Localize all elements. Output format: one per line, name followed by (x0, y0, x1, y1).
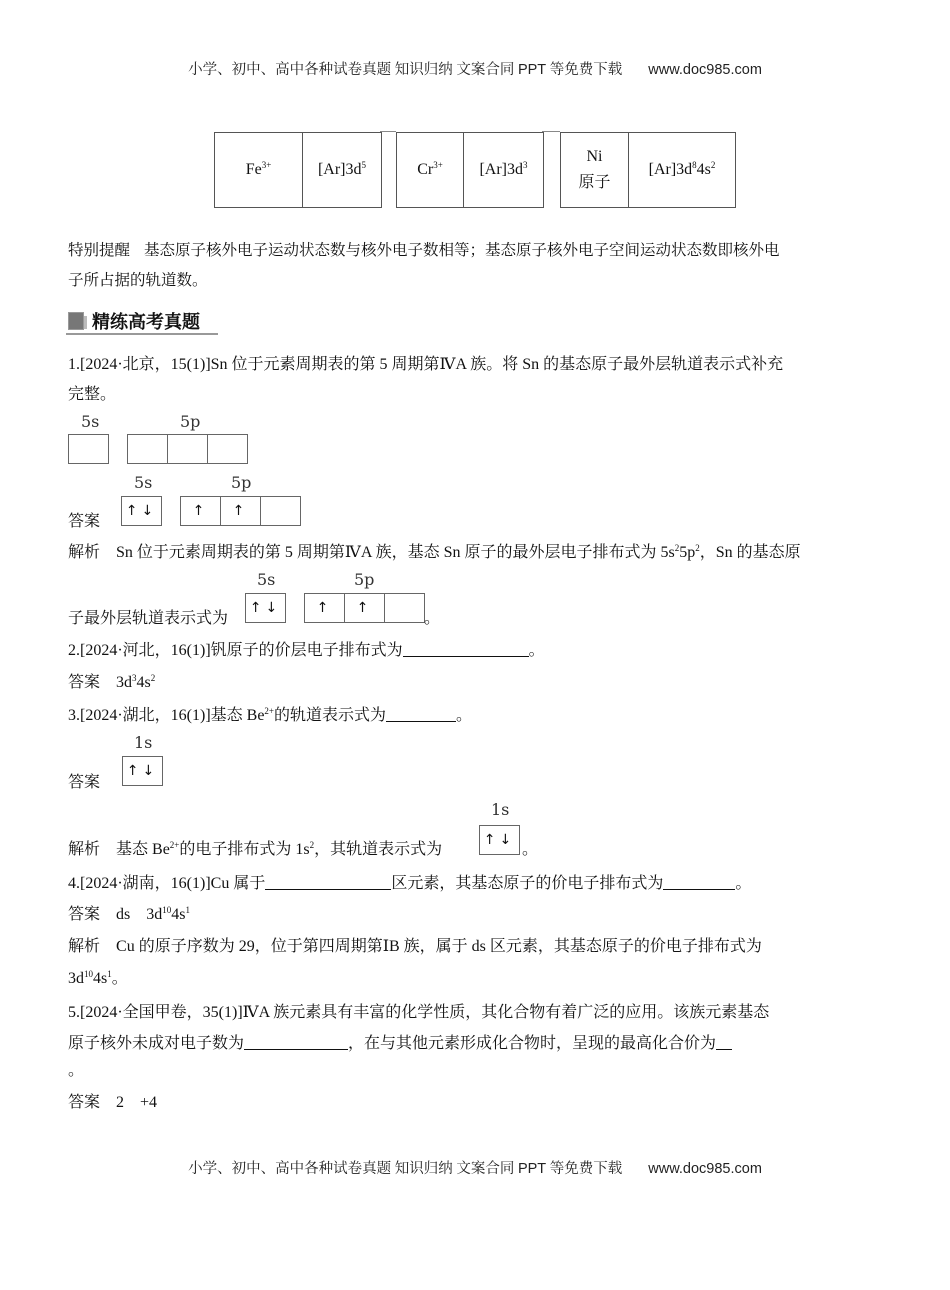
section-header: 精练高考真题 (68, 308, 200, 334)
ion-cell: Ni 原子 (561, 133, 629, 207)
q2-answer-blank[interactable] (403, 640, 529, 657)
special-note-line1: 特别提醒 基态原子核外电子运动状态数与核外电子数相等；基态原子核外电子空间运动状态数即核外电 (68, 241, 780, 259)
config-cell: $[Ar]3d^5$ (317, 160, 367, 178)
q1-analysis-5p: ↑ ↑ (304, 593, 425, 623)
special-note-line2: 子所占据的轨道数。 (68, 271, 208, 289)
q3-analysis-1s: ↑↓ (479, 825, 520, 855)
config-table-ni (560, 132, 736, 208)
q5-blank-1[interactable] (244, 1033, 348, 1050)
q5-answer: 答案 2 +4 (68, 1094, 158, 1111)
q1-line2: 完整。 (68, 386, 117, 403)
q1-5p-orbital-input[interactable] (127, 434, 248, 464)
q4-blank-1[interactable] (265, 873, 391, 890)
q3-analysis: 解析 基态 $Be^{2+}$的电子排布式为 $1s^2$，其轨道表示式为 (68, 840, 443, 858)
config-table-fe (214, 132, 382, 208)
q4-blank-2[interactable] (663, 873, 735, 890)
q3-question: 3.[2024·湖北，16(1)]基态 $Be^{2+}$的轨道表示式为 。 (68, 706, 473, 724)
header-banner: 小学、初中、高中各种试卷真题 知识归纳 文案合同 PPT 等免费下载 www.doc985.com (188, 62, 762, 78)
config-cell: $[Ar]3d^84s^2$ (648, 160, 716, 178)
q3-answer-label: 答案 (68, 774, 101, 791)
ion-cell: $Fe^{3+}$ (215, 133, 303, 207)
document-icon (68, 312, 84, 330)
q1-analysis-5s: ↑↓ (245, 593, 286, 623)
config-table-cr (396, 132, 544, 208)
q1-line1: 1.[2024·北京，15(1)]Sn 位于元素周期表的第 5 周期第ⅣA 族。将 Sn 的基态原子最外层轨道表示式补充 (68, 356, 784, 373)
q1-answer-5p: ↑ ↑ (180, 496, 301, 526)
q5-line2: 原子核外未成对电子数为 ，在与其他元素形成化合物时，呈现的最高化合价为 (68, 1033, 732, 1054)
ion-cell: $Cr^{3+}$ (397, 133, 464, 207)
q4-analysis-line1: 解析 Cu 的原子序数为 29，位于第四周期第ⅠB 族，属于 ds 区元素，其基态原子的价电子排布式为 (68, 938, 762, 955)
q5-line1: 5.[2024·全国甲卷，35(1)]ⅣA 族元素具有丰富的化学性质，其化合物有着广泛的应用。该族元素基态 (68, 1004, 770, 1021)
q4-analysis-line2: $3d^{10}4s^1$。 (68, 969, 128, 987)
q5-line3: 。 (68, 1062, 85, 1079)
header-url[interactable]: www.doc985.com (648, 62, 762, 78)
q3-answer-1s: ↑↓ (122, 756, 163, 786)
q3-answer-blank[interactable] (386, 705, 456, 722)
config-cell: $[Ar]3d^3$ (479, 160, 528, 178)
q1-5s-orbital-input[interactable] (68, 434, 109, 464)
q2-answer: 答案 $3d^34s^2$ (68, 673, 156, 691)
footer-url[interactable]: www.doc985.com (648, 1161, 762, 1177)
q4-question: 4.[2024·湖南，16(1)]Cu 属于 区元素，其基态原子的价电子排布式为 。 (68, 875, 752, 892)
section-underline (66, 333, 218, 335)
q1-answer-5s: ↑↓ (121, 496, 162, 526)
q4-answer: 答案 ds $3d^{10}4s^1$ (68, 905, 190, 923)
q1-analysis-line2: 子最外层轨道表示式为 (68, 610, 229, 627)
q1-analysis-line1: 解析 Sn 位于元素周期表的第 5 周期第ⅣA 族，基态 Sn 原子的最外层电子排布式为 $5s^25p^2$，Sn 的基态原 (68, 543, 801, 561)
q1-answer-label: 答案 (68, 513, 101, 530)
q2-question: 2.[2024·河北，16(1)]钒原子的价层电子排布式为 。 (68, 642, 545, 659)
footer-banner: 小学、初中、高中各种试卷真题 知识归纳 文案合同 PPT 等免费下载 www.doc985.com (188, 1161, 762, 1177)
q5-blank-2[interactable] (716, 1033, 732, 1050)
